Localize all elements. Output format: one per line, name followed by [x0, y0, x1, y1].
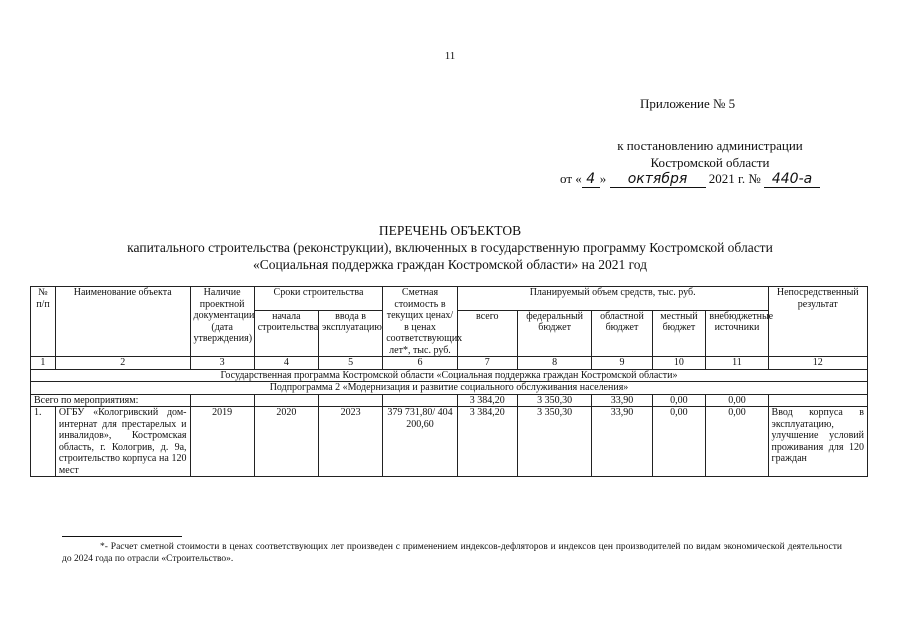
- commission-year: 2023: [318, 407, 382, 477]
- header-num: № п/п: [31, 287, 56, 357]
- decree-date-line: [560, 171, 880, 188]
- header-regional: областной бюджет: [592, 310, 652, 356]
- table-cell: [318, 394, 382, 407]
- total-federal: 3 350,30: [517, 394, 592, 407]
- subprogram-title: Подпрограмма 2 «Модернизация и развитие социального обслуживания населения»: [31, 382, 868, 395]
- header-name: Наименование объекта: [55, 287, 190, 357]
- total-local: 0,00: [652, 394, 706, 407]
- decree-line-1: к постановлению администрации: [617, 138, 803, 153]
- page-number: 11: [444, 50, 456, 62]
- objects-table: [30, 286, 868, 477]
- col-number: 2: [55, 357, 190, 370]
- col-number: 5: [318, 357, 382, 370]
- appendix-title: Приложение № 5: [640, 96, 736, 111]
- col-number: 9: [592, 357, 652, 370]
- row-total: 3 384,20: [457, 407, 517, 477]
- docs-year: 2019: [190, 407, 254, 477]
- col-number: 4: [254, 357, 318, 370]
- subprogram-row: [31, 382, 868, 395]
- table-cell: [254, 394, 318, 407]
- header-cost: Сметная стоимость в текущих ценах/в ценах соответствующих лет*, тыс. руб.: [383, 287, 458, 357]
- footnote: *- Расчет сметной стоимости в ценах соответствующих лет произведен с применением индексов-дефляторов и индексов цен производителей по видам экономической деятельности до 2024 года по отрасли «Строительство».: [62, 542, 842, 564]
- row-offbudget: 0,00: [706, 407, 768, 477]
- header-commission: ввода в эксплуатацию: [318, 310, 382, 356]
- direct-result: Ввод корпуса в эксплуатацию, улучшение условий проживания для 120 граждан: [768, 407, 867, 477]
- header-result: Непосредственный результат: [768, 287, 867, 357]
- table-row: [31, 407, 868, 477]
- document-subtitle-2: «Социальная поддержка граждан Костромской области» на 2021 год: [252, 257, 648, 272]
- col-number: 10: [652, 357, 706, 370]
- header-start: начала строительства: [254, 310, 318, 356]
- table-cell: [383, 394, 458, 407]
- header-federal: федеральный бюджет: [517, 310, 592, 356]
- col-number: 7: [457, 357, 517, 370]
- col-number: 8: [517, 357, 592, 370]
- date-mid: »: [599, 171, 607, 186]
- header-funds: Планируемый объем средств, тыс. руб.: [457, 287, 768, 311]
- estimated-cost: 379 731,80/ 404 200,60: [383, 407, 458, 477]
- header-offbudget: внебюджетные источники: [706, 310, 768, 356]
- date-prefix: от «: [560, 171, 582, 186]
- header-docs: Наличие проектной документации (дата утверждения): [190, 287, 254, 357]
- program-title: Государственная программа Костромской области «Социальная поддержка граждан Костромской области»: [31, 369, 868, 382]
- start-year: 2020: [254, 407, 318, 477]
- table-cell: [768, 394, 867, 407]
- object-name: ОГБУ «Кологривский дом-интернат для престарелых и инвалидов», Костромская область, г. Кологрив, д. 9а, строительство корпуса на 120 мест: [55, 407, 190, 477]
- col-number: 6: [383, 357, 458, 370]
- total-offbudget: 0,00: [706, 394, 768, 407]
- col-number: 1: [31, 357, 56, 370]
- date-month-handwritten: октября: [610, 172, 706, 188]
- column-numbers-row: [31, 357, 868, 370]
- decree-line-2: Костромской области: [650, 155, 770, 170]
- col-number: 3: [190, 357, 254, 370]
- col-number: 11: [706, 357, 768, 370]
- row-regional: 33,90: [592, 407, 652, 477]
- col-number: 12: [768, 357, 867, 370]
- header-row-1: [31, 287, 868, 311]
- date-year: 2021 г. №: [708, 171, 761, 186]
- total-regional: 33,90: [592, 394, 652, 407]
- header-total: всего: [457, 310, 517, 356]
- header-local: местный бюджет: [652, 310, 706, 356]
- row-number: 1.: [31, 407, 56, 477]
- row-local: 0,00: [652, 407, 706, 477]
- footnote-divider: [62, 536, 182, 537]
- total-sum: 3 384,20: [457, 394, 517, 407]
- document-subtitle-1: капитального строительства (реконструкции), включенных в государственную программу Костромской области: [127, 240, 773, 255]
- date-day-handwritten: 4: [582, 172, 600, 188]
- row-federal: 3 350,30: [517, 407, 592, 477]
- document-title: ПЕРЕЧЕНЬ ОБЪЕКТОВ: [378, 223, 522, 238]
- total-label: Всего по мероприятиям:: [31, 394, 191, 407]
- decree-reference: [560, 137, 860, 171]
- table-cell: [190, 394, 254, 407]
- total-row: [31, 394, 868, 407]
- header-terms: Сроки строительства: [254, 287, 382, 311]
- program-row: [31, 369, 868, 382]
- decree-number-handwritten: 440-а: [764, 172, 820, 188]
